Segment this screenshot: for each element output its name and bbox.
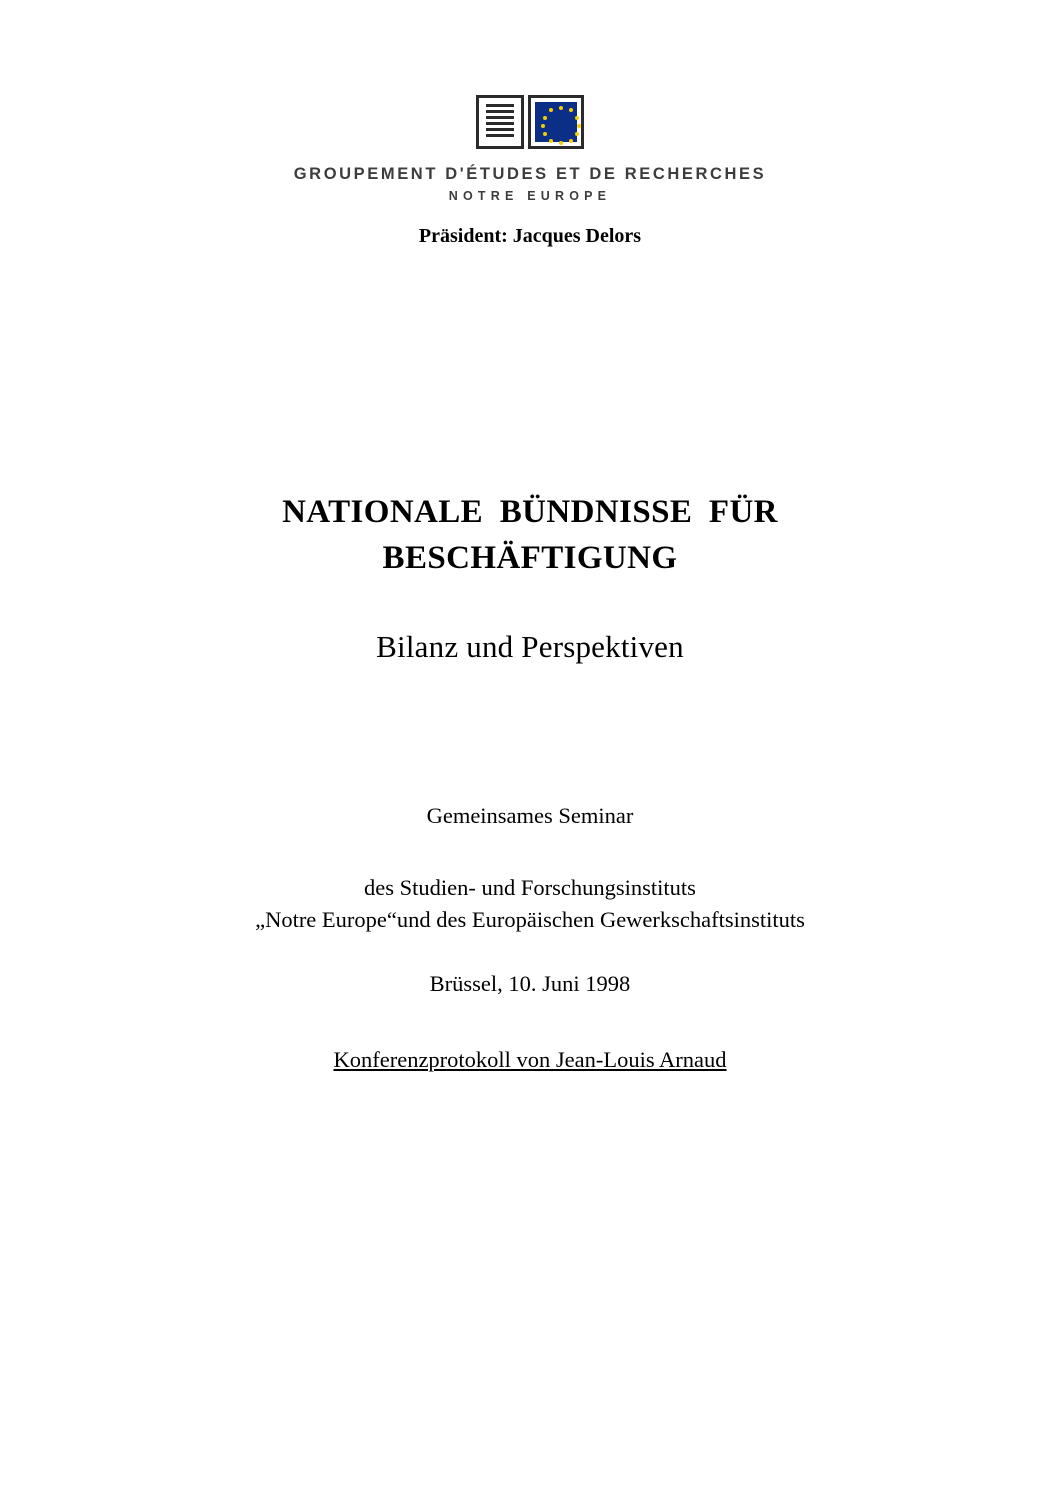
logo-marks (0, 95, 1060, 149)
document-lines-icon (476, 95, 524, 149)
title-block (130, 490, 930, 665)
letterhead (0, 95, 1060, 248)
seminar-credit: Konferenzprotokoll von Jean-Louis Arnaud (333, 1046, 727, 1072)
seminar-organisers-line1: des Studien- und Forschungsinstituts (364, 874, 696, 900)
seminar-kind: Gemeinsames Seminar (426, 803, 634, 828)
page-subtitle: Bilanz und Perspektiven (376, 629, 684, 665)
organisation-name: GROUPEMENT D'ÉTUDES ET DE RECHERCHES (293, 165, 767, 183)
seminar-info (110, 800, 950, 1076)
seminar-organisers-line2: „Notre Europe“und des Europäischen Gewerkschaftsinstituts (255, 906, 805, 932)
page-title: NATIONALE BÜNDNISSE FÜR BESCHÄFTIGUNG (282, 494, 778, 576)
eu-flag-icon (528, 95, 584, 149)
organisation-subname: NOTRE EUROPE (448, 189, 612, 203)
president-line: Präsident: Jacques Delors (418, 225, 642, 247)
seminar-place-date: Brüssel, 10. Juni 1998 (429, 970, 631, 996)
